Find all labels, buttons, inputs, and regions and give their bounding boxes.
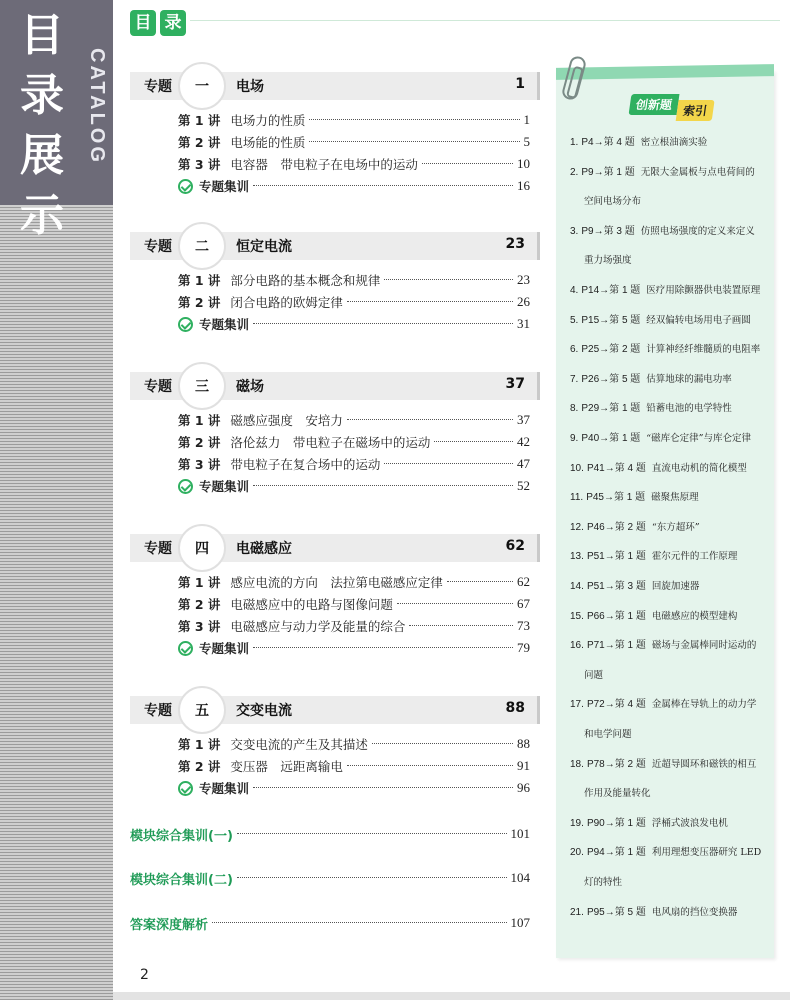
lecture-number: 第 2 讲 (178, 597, 221, 612)
topic-header[interactable] (130, 232, 540, 260)
index-item-number: 10. (570, 462, 584, 474)
index-item-ref: P66→第 1 题 (586, 610, 646, 622)
index-item-ref: P95→第 5 题 (586, 906, 646, 918)
index-item-number: 2. (570, 166, 579, 178)
bottom-strip (113, 992, 790, 1000)
topic-label: 专题 (144, 541, 172, 557)
index-item[interactable] (570, 838, 774, 868)
lecture-number: 第 1 讲 (178, 575, 221, 590)
index-item[interactable] (570, 750, 774, 780)
lecture-number: 第 3 讲 (178, 619, 221, 634)
index-item-ref: P14→第 1 题 (581, 285, 641, 296)
index-item-text: 经双偏转电场用电子画圆 (646, 314, 751, 326)
index-item-number: 3. (570, 225, 579, 237)
lecture-page: 26 (517, 294, 530, 309)
lecture-entry[interactable] (178, 132, 530, 152)
lecture-number: 第 2 讲 (178, 759, 221, 774)
catalog-banner-title: 目录展示 (20, 10, 64, 241)
topic-label: 专题 (144, 79, 172, 95)
index-item-ref: P9→第 3 题 (581, 225, 635, 237)
lecture-entry[interactable] (178, 616, 530, 636)
dot-leader (384, 270, 513, 280)
training-entry[interactable] (178, 778, 530, 798)
dot-leader (253, 638, 513, 648)
index-item[interactable] (570, 217, 774, 247)
check-circle-icon (178, 179, 193, 194)
lecture-title: 部分电路的基本概念和规律 (230, 273, 381, 288)
lecture-page: 42 (517, 434, 530, 449)
topic-header[interactable] (130, 696, 540, 724)
topic-header[interactable] (130, 372, 540, 400)
check-circle-icon (178, 317, 193, 332)
dot-leader (409, 616, 513, 626)
index-item-continuation: 灯的特性 (584, 877, 623, 888)
lecture-entry[interactable] (178, 270, 530, 290)
module-title: 模块综合集训(一) (130, 828, 233, 844)
index-item[interactable] (570, 394, 774, 424)
index-item-text: 仿照电场强度的定义来定义 (640, 225, 755, 237)
index-item-text: 磁场与金属棒同时运动的 (651, 640, 757, 652)
index-item-number: 6. (570, 344, 579, 356)
lecture-page: 5 (523, 134, 530, 149)
dot-leader (309, 132, 519, 142)
index-item-text: 直流电动机的简化模型 (651, 462, 747, 474)
index-item[interactable] (570, 542, 774, 572)
index-item-number: 9. (570, 433, 579, 444)
training-title: 专题集训 (199, 479, 250, 494)
index-item-ref: P72→第 4 题 (586, 699, 646, 711)
index-title (630, 94, 714, 118)
training-title: 专题集训 (199, 641, 250, 656)
lecture-page: 67 (517, 596, 530, 611)
index-item-ref: P45→第 1 题 (586, 492, 646, 504)
index-item[interactable] (570, 454, 774, 484)
check-circle-icon (178, 641, 193, 656)
lecture-page: 73 (517, 618, 530, 633)
lecture-entry[interactable] (178, 454, 530, 474)
lecture-title: 感应电流的方向 法拉第电磁感应定律 (230, 575, 443, 590)
lecture-title: 电磁感应与动力学及能量的综合 (230, 619, 406, 634)
index-item-ref: P41→第 4 题 (586, 462, 646, 474)
training-entry[interactable] (178, 314, 530, 334)
index-item-text: “磁库仑定律”与库仑定律 (646, 433, 752, 444)
topic-label: 专题 (144, 239, 172, 255)
index-item-continuation: 空间电场分布 (584, 196, 642, 208)
index-item[interactable] (570, 898, 774, 928)
index-item[interactable] (570, 128, 774, 158)
dot-leader (434, 432, 513, 442)
header-char-1: 目 (130, 10, 156, 36)
module-entry[interactable] (130, 824, 530, 844)
index-item-number: 20. (570, 847, 584, 859)
index-item-text: 回旋加速器 (651, 581, 700, 592)
index-item-text: 电风扇的挡位变换器 (651, 906, 738, 918)
index-item-text: 近超导圆环和磁铁的相互 (651, 758, 757, 770)
training-page: 52 (517, 478, 530, 493)
topic-page: 62 (505, 538, 525, 554)
dot-leader (384, 454, 513, 464)
lecture-number: 第 3 讲 (178, 457, 221, 472)
topic-label: 专题 (144, 379, 172, 395)
index-item-number: 15. (570, 610, 584, 622)
index-item-ref: P15→第 5 题 (581, 314, 641, 326)
topic-number: 一 (195, 79, 209, 95)
index-item-ref: P51→第 1 题 (586, 551, 646, 563)
index-item-ref: P90→第 1 题 (586, 817, 646, 829)
index-item-text: 磁聚焦原理 (651, 492, 699, 504)
index-item[interactable] (570, 276, 774, 306)
module-entry[interactable] (130, 913, 530, 933)
index-item-ref: P40→第 1 题 (581, 433, 641, 444)
index-item-ref: P94→第 1 题 (586, 847, 646, 859)
index-item-number: 11. (570, 492, 584, 504)
lecture-title: 电场力的性质 (230, 113, 306, 128)
dot-leader (309, 110, 519, 120)
index-item-number: 7. (570, 373, 579, 385)
lecture-page: 10 (517, 156, 530, 171)
lecture-number: 第 1 讲 (178, 413, 221, 428)
dot-leader (237, 824, 507, 834)
dot-leader (372, 734, 513, 744)
lecture-entry[interactable] (178, 110, 530, 130)
index-item-text: 密立根油滴实验 (640, 137, 708, 148)
lecture-entry[interactable] (178, 756, 530, 776)
check-circle-icon (178, 479, 193, 494)
lecture-entry[interactable] (178, 292, 530, 312)
index-item[interactable] (570, 572, 774, 602)
index-item-number: 4. (570, 285, 579, 296)
dot-leader (347, 410, 513, 420)
training-page: 79 (517, 640, 530, 655)
toc-header (130, 10, 186, 36)
lecture-page: 62 (517, 574, 530, 589)
lecture-page: 47 (517, 456, 530, 471)
index-item-number: 17. (570, 699, 584, 711)
lecture-entry[interactable] (178, 410, 530, 430)
index-item-text: 浮桶式波浪发电机 (651, 817, 728, 829)
lecture-entry[interactable] (178, 432, 530, 452)
index-item[interactable] (570, 602, 774, 632)
dot-leader (237, 868, 507, 878)
index-item-text: 霍尔元件的工作原理 (651, 551, 738, 563)
training-entry[interactable] (178, 176, 530, 196)
header-rule (190, 20, 780, 21)
lecture-number: 第 2 讲 (178, 135, 221, 150)
topic-number: 三 (195, 379, 209, 395)
catalog-banner-subtitle: CATALOG (86, 48, 108, 165)
training-title: 专题集训 (199, 317, 250, 332)
topic-header[interactable] (130, 534, 540, 562)
lecture-number: 第 1 讲 (178, 113, 221, 128)
topic-name: 恒定电流 (236, 239, 292, 255)
index-item-text: 无限大金属板与点电荷间的 (640, 166, 755, 178)
index-item-ref: P25→第 2 题 (581, 344, 641, 356)
index-item-continuation: 问题 (584, 669, 604, 681)
lecture-title: 电磁感应中的电路与图像问题 (230, 597, 393, 612)
lecture-title: 变压器 远距离输电 (230, 759, 343, 774)
training-entry[interactable] (178, 638, 530, 658)
lecture-page: 37 (517, 412, 530, 427)
index-item-ref: P71→第 1 题 (586, 640, 646, 652)
index-item[interactable] (570, 306, 774, 336)
page-number: 2 (140, 967, 149, 983)
index-item-continuation: 作用及能量转化 (584, 788, 651, 800)
index-item-text: “东方超环” (651, 521, 700, 533)
index-item-text: 计算神经纤维髓质的电阻率 (646, 344, 761, 356)
topic-page: 1 (515, 76, 525, 92)
training-title: 专题集训 (199, 179, 250, 194)
index-item[interactable] (570, 424, 774, 454)
lecture-number: 第 3 讲 (178, 157, 221, 172)
topic-label: 专题 (144, 703, 172, 719)
training-page: 16 (517, 178, 530, 193)
dot-leader (253, 778, 513, 788)
lecture-title: 交变电流的产生及其描述 (230, 737, 368, 752)
lecture-title: 电容器 带电粒子在电场中的运动 (230, 157, 418, 172)
training-title: 专题集训 (199, 781, 250, 796)
dot-leader (347, 756, 513, 766)
header-char-2: 录 (160, 10, 186, 36)
index-item-number: 12. (570, 521, 584, 533)
index-item-ref: P9→第 1 题 (581, 166, 635, 178)
index-item[interactable] (570, 631, 774, 661)
module-title: 答案深度解析 (130, 917, 209, 933)
lecture-number: 第 1 讲 (178, 737, 221, 752)
index-item-number: 8. (570, 403, 579, 415)
index-item[interactable] (570, 483, 774, 513)
index-title-b: 索引 (676, 100, 715, 121)
topic-header[interactable] (130, 72, 540, 100)
topic-page: 23 (505, 236, 525, 252)
lecture-title: 闭合电路的欧姆定律 (230, 295, 343, 310)
index-item[interactable] (570, 513, 774, 543)
topic-number: 二 (195, 239, 209, 255)
lecture-entry[interactable] (178, 594, 530, 614)
index-item-number: 18. (570, 758, 584, 770)
index-item[interactable] (570, 335, 774, 365)
index-item[interactable] (570, 809, 774, 839)
index-item-ref: P29→第 1 题 (581, 403, 641, 415)
topic-number: 五 (195, 703, 209, 719)
index-item[interactable] (570, 365, 774, 395)
lecture-number: 第 1 讲 (178, 273, 221, 288)
index-item-number: 21. (570, 906, 584, 918)
module-page: 104 (510, 870, 530, 885)
topic-number: 四 (195, 541, 209, 557)
lecture-entry[interactable] (178, 572, 530, 592)
topic-name: 磁场 (236, 379, 264, 395)
index-item-continuation: 重力场强度 (584, 255, 632, 267)
dot-leader (347, 292, 513, 302)
index-item-text: 估算地球的漏电功率 (646, 373, 732, 385)
lecture-entry[interactable] (178, 154, 530, 174)
lecture-page: 91 (517, 758, 530, 773)
index-item-number: 13. (570, 551, 584, 563)
lecture-title: 磁感应强度 安培力 (230, 413, 343, 428)
index-item-text: 铅蓄电池的电学特性 (646, 403, 732, 415)
dot-leader (447, 572, 513, 582)
lecture-number: 第 2 讲 (178, 295, 221, 310)
topic-name: 电磁感应 (236, 541, 292, 557)
index-item-ref: P51→第 3 题 (586, 581, 646, 592)
training-page: 31 (517, 316, 530, 331)
topic-name: 交变电流 (236, 703, 292, 719)
index-item-ref: P46→第 2 题 (586, 521, 646, 533)
lecture-page: 88 (517, 736, 530, 751)
index-item-continuation: 和电学问题 (584, 729, 632, 740)
index-item[interactable] (570, 690, 774, 720)
dot-leader (422, 154, 513, 164)
index-item-ref: P26→第 5 题 (581, 373, 641, 385)
index-item-number: 16. (570, 640, 584, 652)
lecture-page: 1 (523, 112, 530, 127)
lecture-number: 第 2 讲 (178, 435, 221, 450)
index-item[interactable] (570, 158, 774, 188)
index-item-ref: P78→第 2 题 (586, 758, 646, 770)
index-item-number: 19. (570, 817, 584, 829)
dot-leader (253, 176, 513, 186)
index-item-text: 医疗用除颤器供电装置原理 (646, 285, 761, 296)
dot-leader (253, 476, 513, 486)
index-item-number: 5. (570, 314, 579, 326)
lecture-entry[interactable] (178, 734, 530, 754)
topic-page: 88 (505, 700, 525, 716)
index-title-a: 创新题 (629, 94, 680, 115)
index-item-number: 1. (570, 137, 579, 148)
dot-leader (397, 594, 513, 604)
module-entry[interactable] (130, 868, 530, 888)
module-page: 107 (510, 915, 530, 930)
lecture-page: 23 (517, 272, 530, 287)
lecture-title: 洛伦兹力 带电粒子在磁场中的运动 (230, 435, 431, 450)
topic-page: 37 (505, 376, 525, 392)
training-page: 96 (517, 780, 530, 795)
check-circle-icon (178, 781, 193, 796)
lecture-title: 电场能的性质 (230, 135, 306, 150)
index-item-ref: P4→第 4 题 (581, 137, 635, 148)
index-item-text: 利用理想变压器研究 LED (651, 847, 762, 859)
index-item-text: 电磁感应的模型建构 (651, 610, 738, 622)
topic-name: 电场 (236, 79, 264, 95)
training-entry[interactable] (178, 476, 530, 496)
index-item-number: 14. (570, 581, 584, 592)
dot-leader (253, 314, 513, 324)
module-title: 模块综合集训(二) (130, 872, 233, 888)
dot-leader (212, 913, 506, 923)
lecture-title: 带电粒子在复合场中的运动 (230, 457, 381, 472)
index-item-text: 金属棒在导轨上的动力学 (651, 699, 757, 711)
module-page: 101 (510, 826, 530, 841)
